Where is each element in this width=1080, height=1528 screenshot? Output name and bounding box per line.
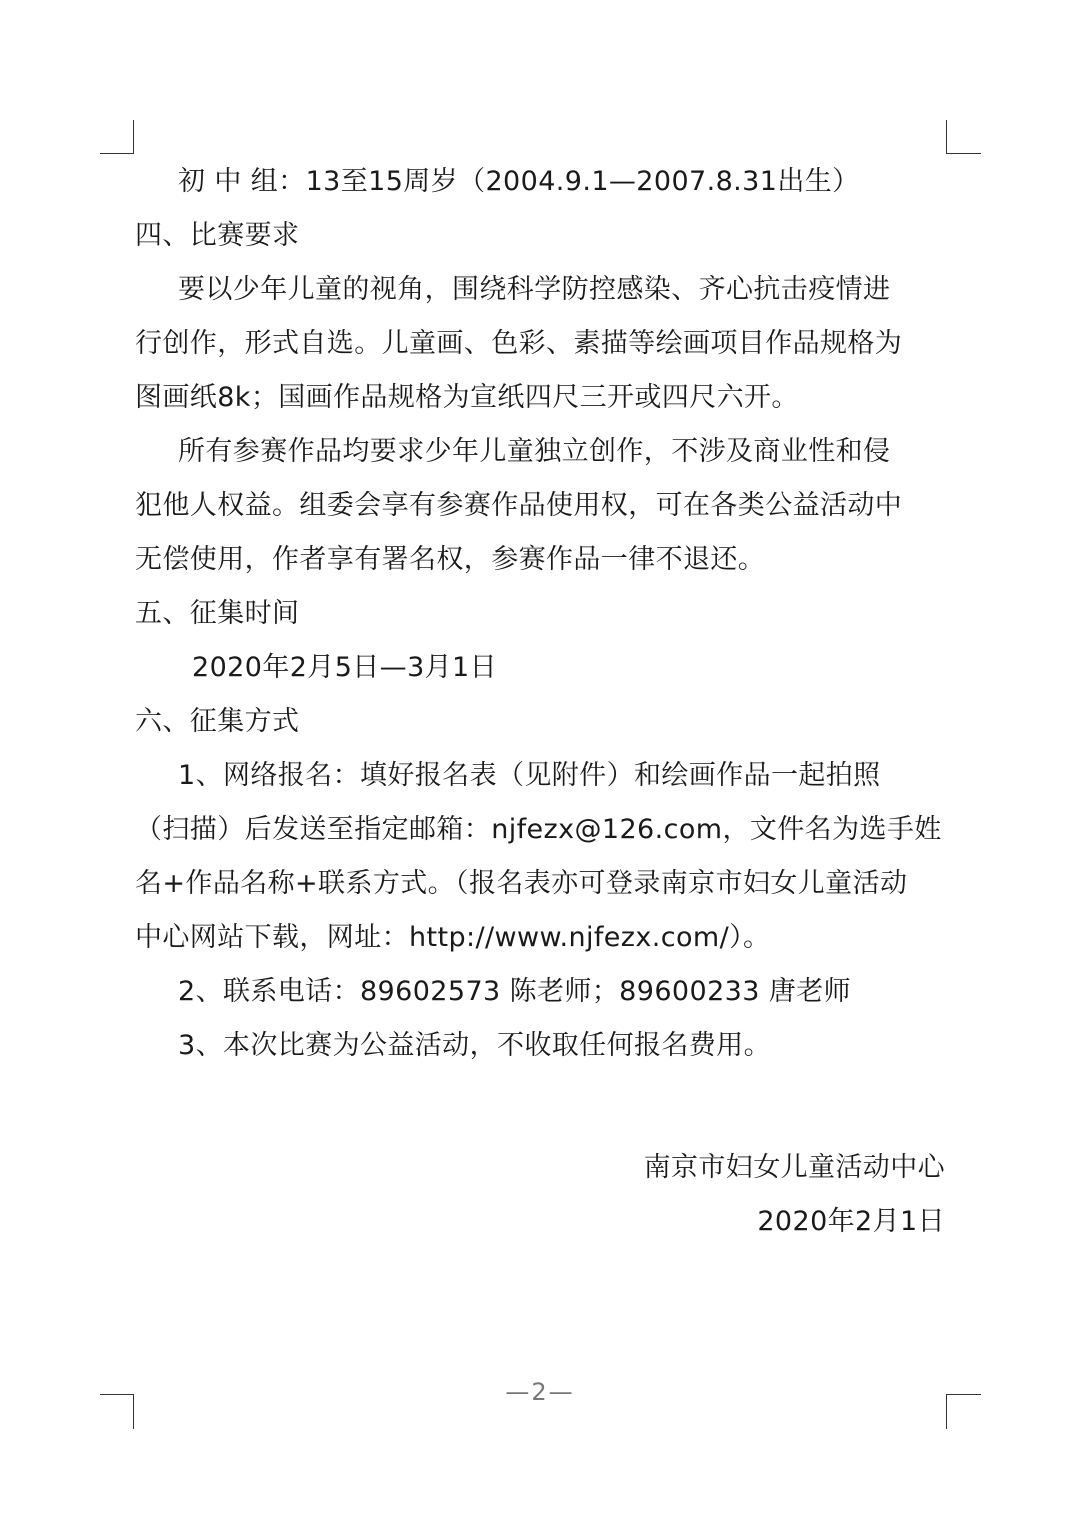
collection-date-range: 2020年2月5日—3月1日 xyxy=(192,652,498,683)
paragraph-line-website: 中心网站下载，网址：http://www.njfezx.com/）。 xyxy=(135,922,771,953)
paragraph-line-email: （扫描）后发送至指定邮箱：njfezx@126.com，文件名为选手姓 xyxy=(135,814,942,845)
age-group-junior-high: 初 中 组：13至15周岁（2004.9.1—2007.8.31出生） xyxy=(178,166,860,197)
crop-mark-top-right xyxy=(946,120,981,154)
paragraph-line: 犯他人权益。组委会享有参赛作品使用权，可在各类公益活动中 xyxy=(135,490,903,521)
paragraph-line: 要以少年儿童的视角，围绕科学防控感染、齐心抗击疫情进 xyxy=(178,274,891,305)
crop-mark-top-left xyxy=(100,120,134,154)
fee-notice-line: 3、本次比赛为公益活动，不收取任何报名费用。 xyxy=(178,1030,771,1061)
contact-phones-line: 2、联系电话：89602573 陈老师；89600233 唐老师 xyxy=(178,976,851,1007)
paragraph-line: 所有参赛作品均要求少年儿童独立创作，不涉及商业性和侵 xyxy=(178,436,891,467)
paragraph-line: 图画纸8k；国画作品规格为宣纸四尺三开或四尺六开。 xyxy=(135,382,799,413)
section-heading-collection-time: 五、征集时间 xyxy=(135,598,300,629)
page-number: —2— xyxy=(505,1378,575,1406)
paragraph-line: 1、网络报名：填好报名表（见附件）和绘画作品一起拍照 xyxy=(178,760,881,791)
section-heading-collection-method: 六、征集方式 xyxy=(135,706,300,737)
paragraph-line: 名+作品名称+联系方式。（报名表亦可登录南京市妇女儿童活动 xyxy=(135,868,908,899)
signature-date: 2020年2月1日 xyxy=(757,1206,945,1237)
paragraph-line: 行创作，形式自选。儿童画、色彩、素描等绘画项目作品规格为 xyxy=(135,328,903,359)
signature-organization: 南京市妇女儿童活动中心 xyxy=(643,1152,945,1183)
paragraph-line: 无偿使用，作者享有署名权，参赛作品一律不退还。 xyxy=(135,544,766,575)
section-heading-requirements: 四、比赛要求 xyxy=(135,220,300,251)
